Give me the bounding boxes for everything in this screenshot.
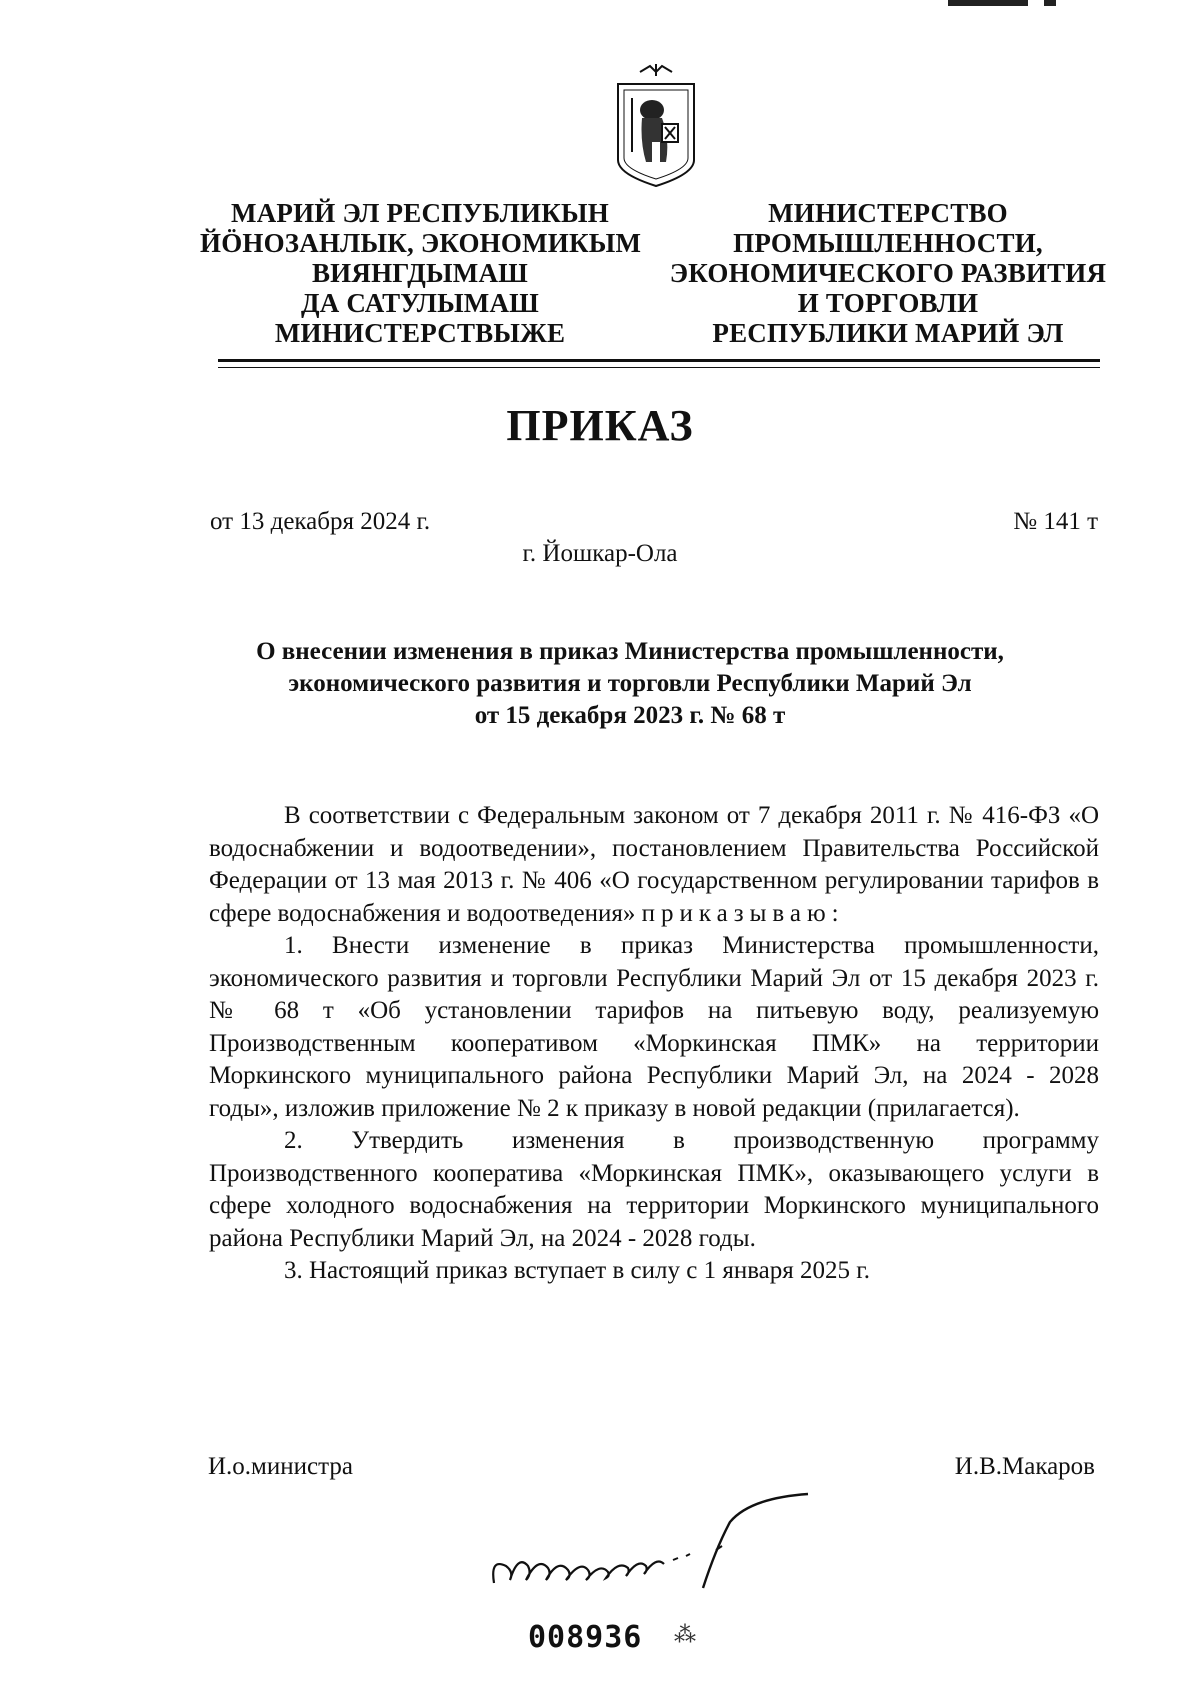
document-subject [200,636,1060,732]
subject-line: О внесении изменения в приказ Министерства промышленности, [256,638,1004,665]
scan-artifact [1044,0,1056,6]
document-city: г. Йошкар-Ола [522,540,678,567]
handwritten-signature [488,1488,828,1598]
serial-number: 008936 [528,1620,643,1655]
header-divider-thin [218,367,1100,368]
header-mari-line: ВИЯНГДЫМАШ [311,258,529,288]
order-word: приказываю: [641,899,845,927]
document-number: № 141 т [1013,508,1098,535]
order-item: 1. Внести изменение в приказ Министерства промышленности, экономического развития и торговли Республики Марий Эл от 15 декабря 2023 г. № 68 т «Об установлении тарифов на питьевую воду, реализуемую Производственным кооперативом «Моркинская ПМК» на территории Моркинского муниципального района Республики Марий Эл, на 2024 - 2028 годы», изложив приложение № 2 к приказу в новой редакции (прилагается). [209,932,1099,1122]
subject-line: экономического развития и торговли Республики Марий Эл [288,670,972,697]
header-russian-line: МИНИСТЕРСТВО [768,198,1008,228]
subject-line: от 15 декабря 2023 г. № 68 т [474,702,786,729]
header-russian-line: ПРОМЫШЛЕННОСТИ, [733,228,1043,258]
serial-mark: ⁂ [674,1622,696,1647]
header-mari-line: ЙӦНОЗАНЛЫК, ЭКОНОМИКЫМ [200,228,642,258]
signatory-name: И.В.Макаров [954,1453,1095,1480]
header-divider-thick [218,359,1100,362]
header-mari-line: ДА САТУЛЫМАШ [300,288,540,318]
scan-artifact [948,0,1028,6]
order-item: 3. Настоящий приказ вступает в силу с 1 января 2025 г. [284,1257,870,1284]
header-russian-line: И ТОРГОВЛИ [797,288,979,318]
header-mari-line: МИНИСТЕРСТВЫЖЕ [274,318,566,348]
document-title: ПРИКАЗ [506,401,694,450]
header-russian-line: РЕСПУБЛИКИ МАРИЙ ЭЛ [712,318,1064,348]
preamble-paragraph [209,800,1099,930]
header-mari-line: МАРИЙ ЭЛ РЕСПУБЛИКЫН [231,198,609,228]
document-body [209,800,1099,1288]
signatory-position: И.о.министра [208,1453,353,1480]
order-item: 2. Утвердить изменения в производственную программу Производственного кооператива «Моркинская ПМК», оказывающего услуги в сфере холодного водоснабжения на территории Моркинского муниципального района Республики Марий Эл, на 2024 - 2028 годы. [209,1127,1099,1252]
header-russian-line: ЭКОНОМИЧЕСКОГО РАЗВИТИЯ [669,258,1107,288]
coat-of-arms-emblem [610,62,702,192]
document-date: от 13 декабря 2024 г. [210,508,431,535]
header-mari-block [200,198,640,348]
header-russian-block [668,198,1108,348]
preamble-text: В соответствии с Федеральным законом от 7 декабря 2011 г. № 416-ФЗ «О водоснабжении и водоотведении», постановлением Правительства Российской Федерации от 13 мая 2013 г. № 406 «О государственном регулировании тарифов в сфере водоснабжения и водоотведения» [209,802,1099,927]
